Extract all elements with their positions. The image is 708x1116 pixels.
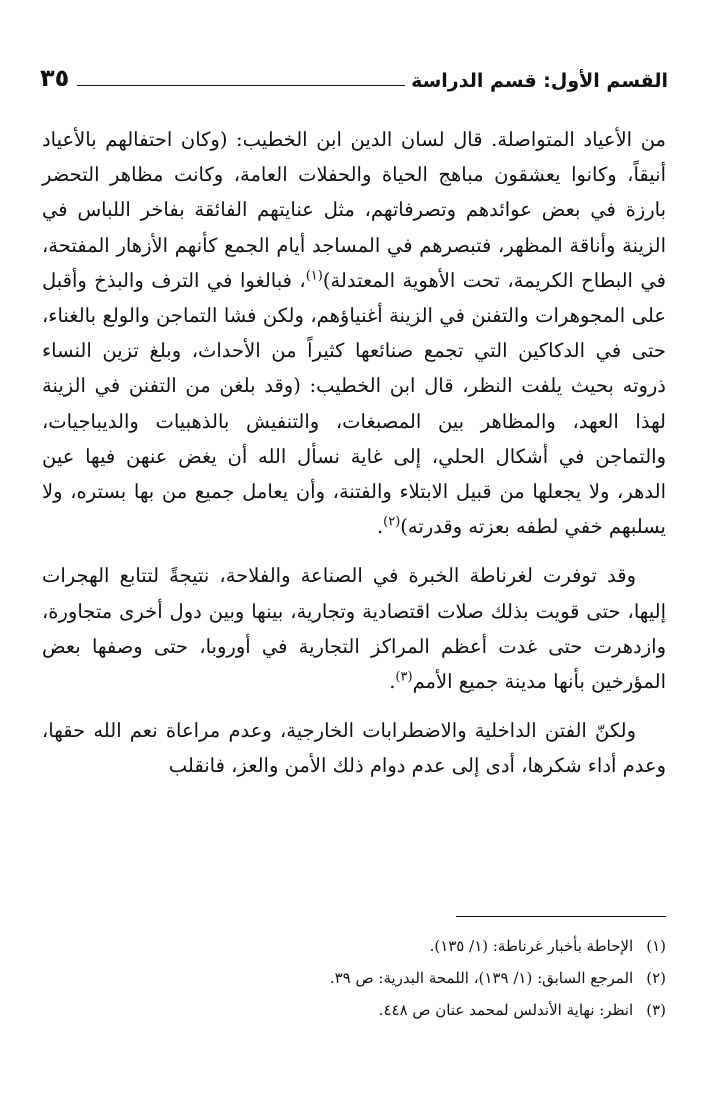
- paragraph-1-text: من الأعياد المتواصلة. قال لسان الدين ابن الخطيب: (وكان احتفالهم بالأعياد أنيقاً، وكانوا يعشقون مباهج الحياة والحفلات العامة، وكانت مظاهر التحضر بارزة في بعض عوائدهم وتصرفاتهم، مثل عنايتهم الفائقة بفاخر اللباس في الزينة وأناقة المظهر، فتبصرهم في المساجد أيام الجمع كأنهم الأزهار المفتحة، في البطاح الكريمة، تحت الأهوية المعتدلة): [42, 128, 666, 292]
- header-rule: [77, 85, 405, 86]
- footnote-1: [42, 930, 666, 962]
- body-text: [42, 122, 666, 784]
- footnote-ref-2: (٢): [383, 514, 401, 530]
- paragraph-3: [42, 713, 666, 783]
- footnote-text: المرجع السابق: (١/ ١٣٩)، اللمحة البدرية: ص ٣٩.: [329, 969, 634, 987]
- paragraph-1-text-b: ، فبالغوا في الترف والبذخ وأقبل على المجوهرات والتفنن في الزينة أغنياؤهم، ولكن فشا التماجن والولع بالغناء، حتى في الدكاكين التي تجمع صنائعها كثيراً من الأحداث، وبلغ تزين النساء ذروته بحيث يلفت النظر، قال ابن الخطيب: (وقد بلغن من التفنن في الزينة لهذا العهد، والمظاهر بين المصبغات، والتنفيش بالذهبيات والديباجيات، والتماجن في أشكال الحلي، إلى غاية نسأل الله أن يغض عنهن فيها عين الدهر، ولا يجعلها من قبيل الابتلاء والفتنة، وأن يعامل جميع من بها بستره، ولا يسلبهم خفي لطفه بعزته وقدرته): [42, 268, 666, 539]
- paragraph-2-text: وقد توفرت لغرناطة الخبرة في الصناعة والفلاحة، نتيجةً لتتابع الهجرات إليها، حتى قويت بذلك صلات اقتصادية وتجارية، بينها وبين دول أخرى متجاورة، وازدهرت حتى غدت أعظم المراكز التجارية في أوروبا، حتى وصفها بعض المؤرخين بأنها مدينة جميع الأمم: [42, 564, 666, 694]
- page-header: [40, 58, 668, 92]
- paragraph-1: [42, 122, 666, 544]
- footnote-separator: [456, 916, 666, 917]
- page-number: ٣٥: [40, 64, 70, 92]
- paragraph-3-text: ولكنّ الفتن الداخلية والاضطرابات الخارجية، وعدم مراعاة نعم الله حقها، وعدم أداء شكرها، أدى إلى عدم دوام ذلك الأمن والعز، فانقلب: [42, 719, 666, 778]
- paragraph-1-end: .: [376, 515, 384, 539]
- footnote-3: [42, 994, 666, 1026]
- footnote-2: [42, 962, 666, 994]
- footnote-number: (١): [646, 937, 666, 955]
- footnotes: [42, 930, 666, 1026]
- footnote-number: (٣): [646, 1001, 666, 1019]
- footnote-number: (٢): [646, 969, 666, 987]
- paragraph-2-end: .: [389, 670, 396, 694]
- footnote-ref-3: (٣): [395, 669, 413, 685]
- paragraph-2: [42, 558, 666, 699]
- section-title: القسم الأول: قسم الدراسة: [411, 70, 668, 92]
- footnote-text: الإحاطة بأخبار غرناطة: (١/ ١٣٥).: [429, 937, 634, 955]
- footnote-ref-1: (١): [305, 268, 323, 284]
- footnote-text: انظر: نهاية الأندلس لمحمد عنان ص ٤٤٨.: [378, 1001, 634, 1019]
